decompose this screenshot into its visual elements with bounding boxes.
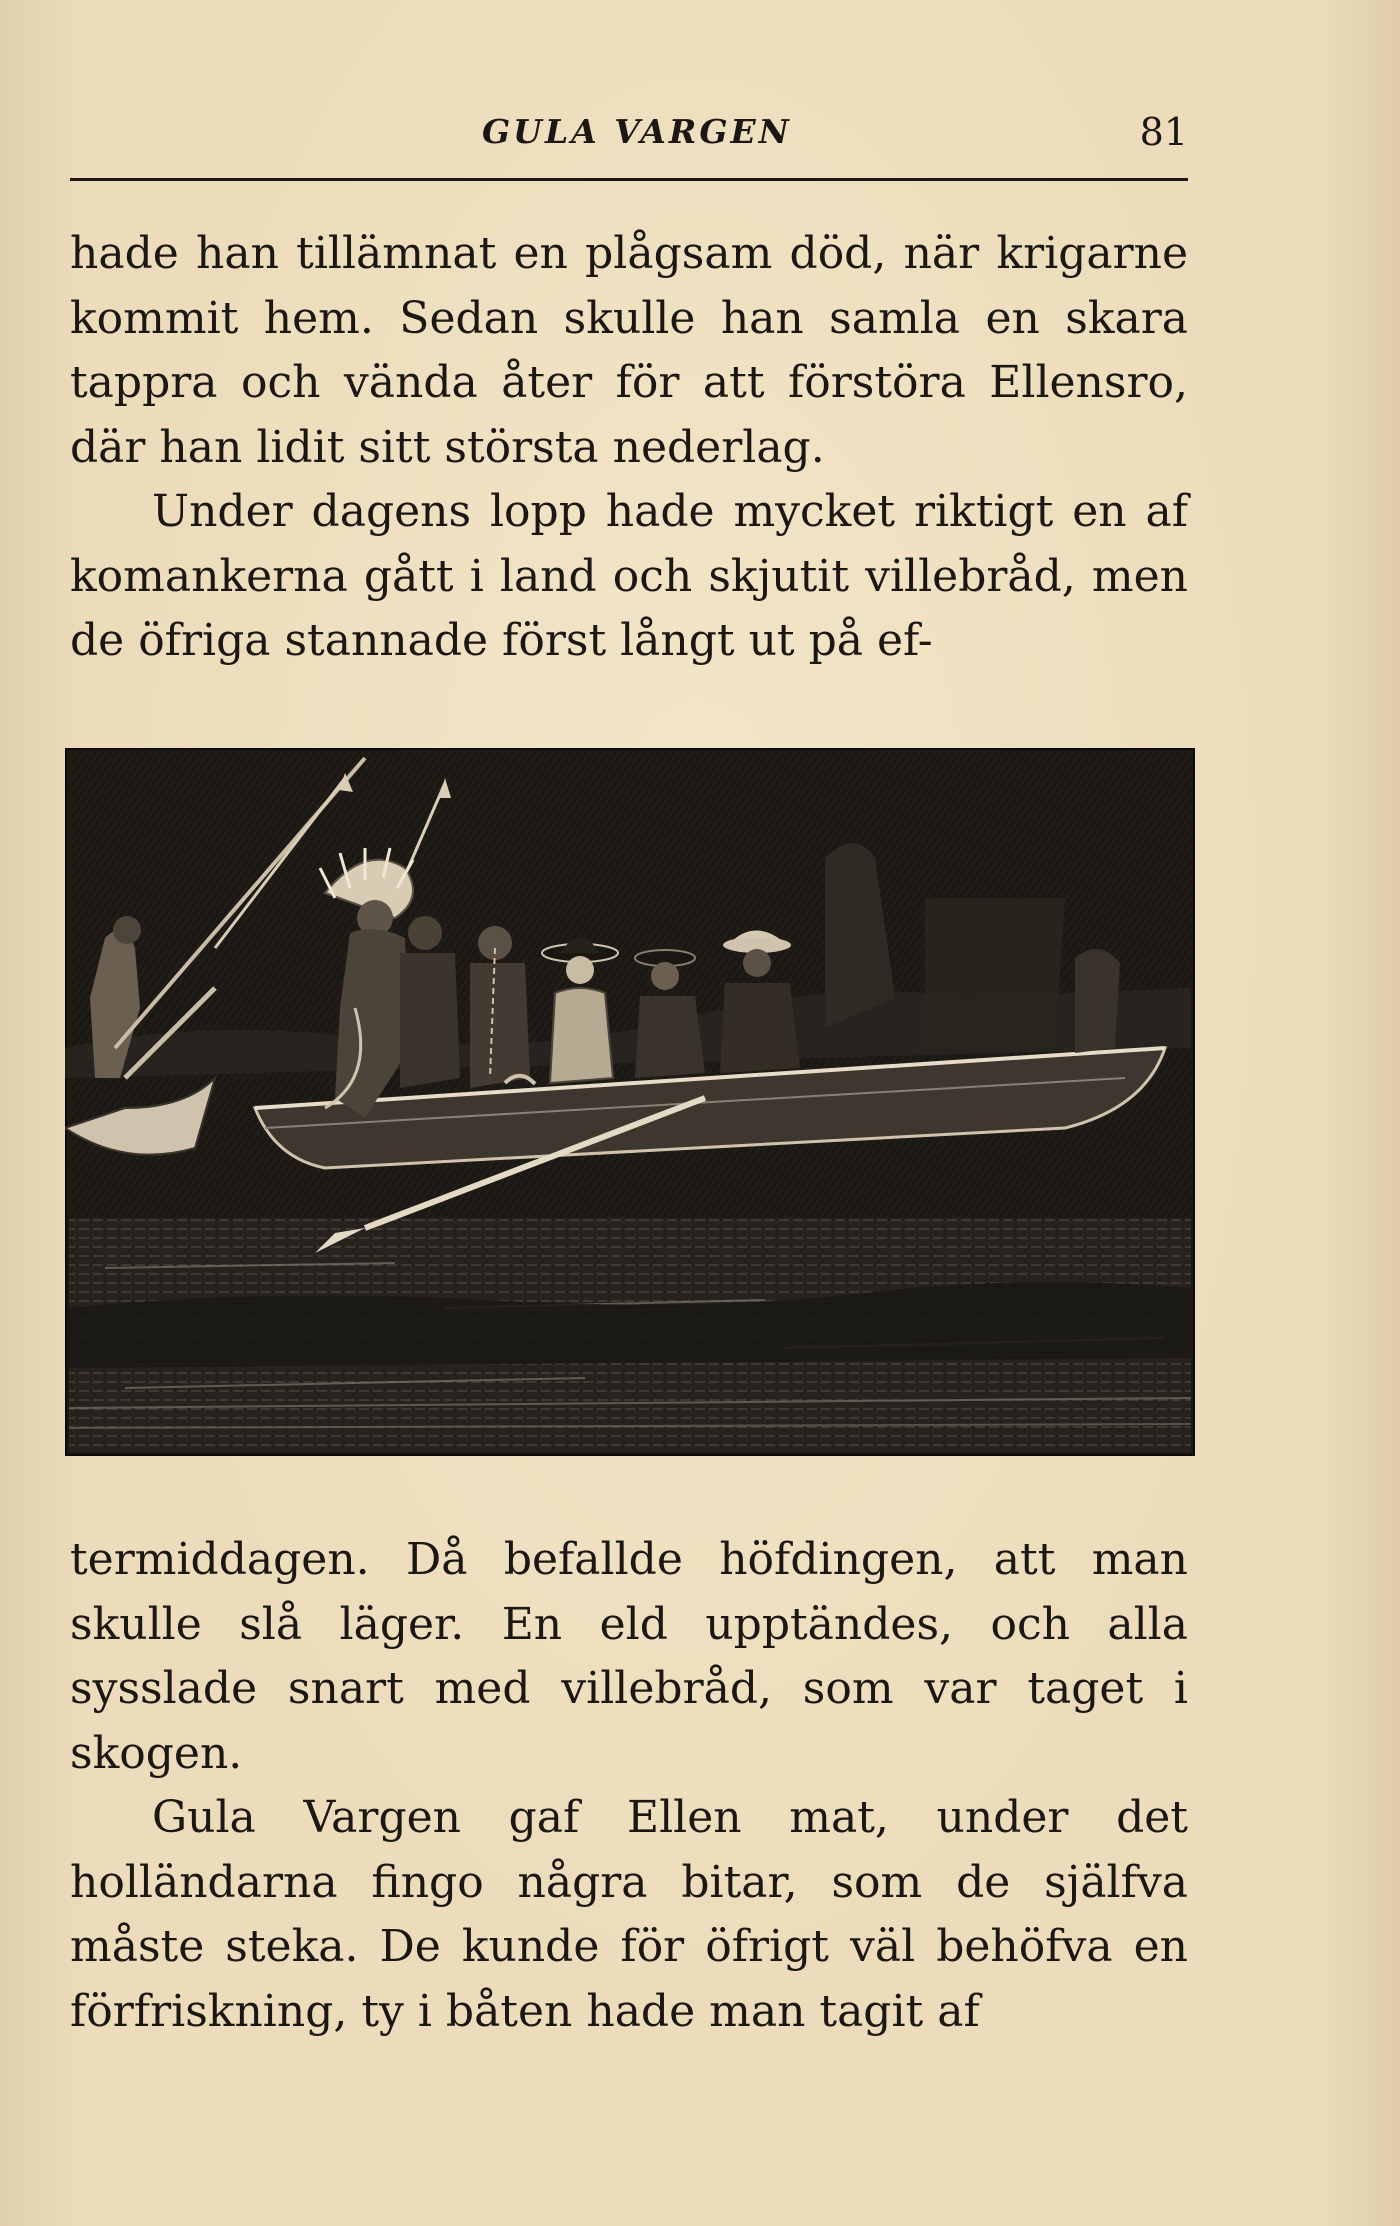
- paragraph: Gula Vargen gaf Ellen mat, under det holländarna fingo några bitar, som de själfva måste steka. De kunde för öfrigt väl behöfva en förfriskning, ty i båten hade man tagit af: [70, 1792, 1188, 2037]
- paragraph: hade han tillämnat en plågsam död, när krigarne kommit hem. Sedan skulle han samla en skara tappra och vända åter för att förstöra Ellensro, där han lidit sitt största nederlag.: [70, 228, 1188, 473]
- running-title: GULA VARGEN: [482, 112, 792, 151]
- header-rule: [70, 178, 1188, 181]
- text-block-bottom: [70, 1528, 1188, 2044]
- text-block-top: [70, 222, 1188, 674]
- illustration-canoe-scene: [65, 748, 1195, 1456]
- paragraph: Under dagens lopp hade mycket riktigt en af komankerna gått i land och skjutit villebråd, men de öfriga stannade först långt ut på ef-: [70, 486, 1188, 666]
- paragraph: termiddagen. Då befallde höfdingen, att man skulle slå läger. En eld upptändes, och alla sysslade snart med villebråd, som var taget i skogen.: [70, 1534, 1188, 1779]
- engraving-image: [65, 748, 1195, 1456]
- running-head: [70, 108, 1188, 168]
- page-number: 81: [1139, 110, 1188, 154]
